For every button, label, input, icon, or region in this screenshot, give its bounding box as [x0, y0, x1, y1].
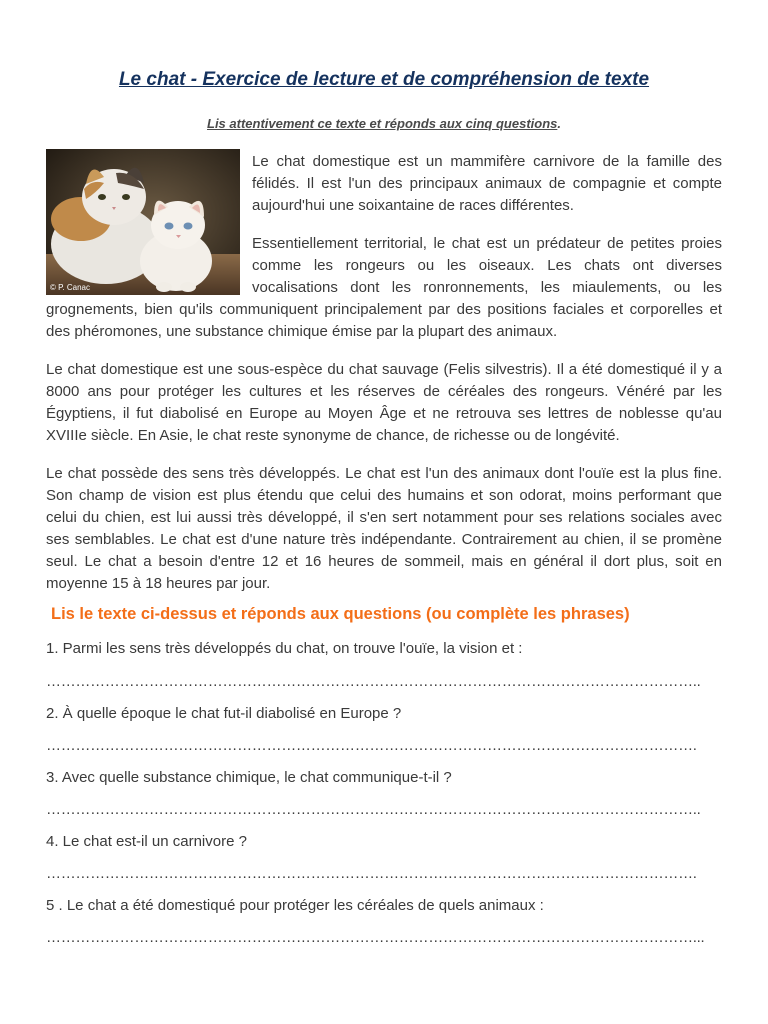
paragraph-1: Le chat domestique est un mammifère carnivore de la famille des félidés. Il est l'un des principaux animaux de compagnie et compte aujourd'hui une soixantaine de races différentes.	[252, 153, 722, 214]
question-5: 5 . Le chat a été domestiqué pour protéger les céréales de quels animaux :	[46, 897, 544, 914]
page-title: Le chat - Exercice de lecture et de compréhension de texte	[118, 69, 650, 90]
photo-credit: © P. Canac	[50, 283, 90, 292]
instructions-period: .	[557, 116, 561, 131]
answer-line-1[interactable]: ……………………………………………………………………………………………………………………..	[46, 673, 701, 690]
questions-heading: Lis le texte ci-dessus et réponds aux questions (ou complète les phrases)	[51, 605, 630, 623]
paragraph-3: Le chat domestique est une sous-espèce du chat sauvage (Felis silvestris). Il a été domestiqué il y a 8000 ans pour protéger les cultures et les réserves de céréales des rongeurs. Vénéré par les Égyptiens, il fut diabolisé en Europe au Moyen Âge et ne retrouva ses lettres de noblesse qu'au XVIIIe siècle. En Asie, le chat reste synonyme de chance, de richesse ou de longévité.	[46, 361, 722, 444]
instructions	[0, 116, 768, 131]
question-4: 4. Le chat est-il un carnivore ?	[46, 833, 247, 850]
image-float-spacer	[46, 151, 252, 297]
question-3: 3. Avec quelle substance chimique, le chat communique-t-il ?	[46, 769, 452, 786]
reading-text	[46, 151, 722, 611]
question-1: 1. Parmi les sens très développés du chat, on trouve l'ouïe, la vision et :	[46, 640, 523, 657]
question-2: 2. À quelle époque le chat fut-il diabolisé en Europe ?	[46, 705, 402, 722]
instructions-text: Lis attentivement ce texte et réponds aux cinq questions	[207, 116, 558, 131]
paragraph-2: Essentiellement territorial, le chat est un prédateur de petites proies comme les rongeurs ou les oiseaux. Les chats ont diverses vocalisations dont les ronronnements, les miaulements, ou les grognements, bien qu'ils communiquent principalement par des positions faciales et corporelles et des phéromones, une substance chimique émise par la plupart des animaux.	[46, 235, 722, 340]
answer-line-3[interactable]: ……………………………………………………………………………………………………………………..	[46, 801, 701, 818]
answer-line-5[interactable]: ……………………………………………………………………………………………………………………...	[46, 929, 705, 946]
paragraph-4: Le chat possède des sens très développés. Le chat est l'un des animaux dont l'ouïe est la plus fine. Son champ de vision est plus étendu que celui des humains et son odorat, moins performant que celui du chien, est lui aussi très développé, il s'en sert notamment pour ses relations sociales avec ses semblables. Le chat est d'une nature très indépendante. Contrairement au chien, il se promène seul. Le chat a besoin d'entre 12 et 16 heures de sommeil, mais en général il dort plus, soit en moyenne 15 à 18 heures par jour.	[46, 465, 722, 592]
answer-line-4[interactable]: …………………………………………………………………………………………………………………….	[46, 865, 697, 882]
answer-line-2[interactable]: …………………………………………………………………………………………………………………….	[46, 737, 697, 754]
